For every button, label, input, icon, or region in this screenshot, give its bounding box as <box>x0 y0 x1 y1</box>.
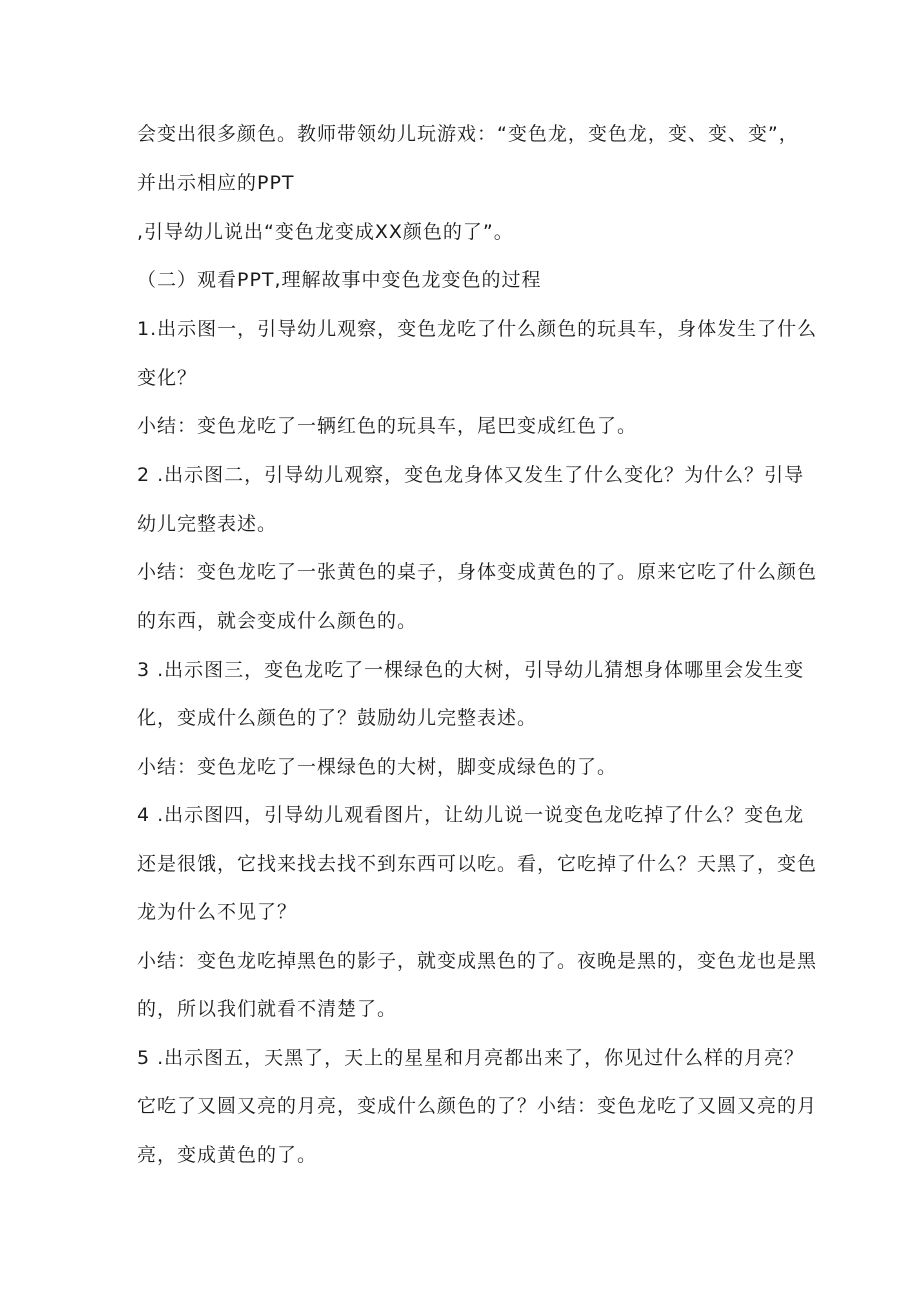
text-line-22: 亮，变成黄色的了。 <box>137 1144 318 1166</box>
text-line-2: 并出示相应的PPT <box>137 172 295 194</box>
text-line-11: 的东西，就会变成什么颜色的。 <box>137 610 418 632</box>
text-line-15: 4 .出示图四，引导幼儿观看图片，让幼儿说一说变色龙吃掉了什么？变色龙 <box>137 804 805 826</box>
text-line-5: 1.出示图一，引导幼儿观察，变色龙吃了什么颜色的玩具车，身体发生了什么 <box>137 318 818 340</box>
text-line-21: 它吃了又圆又亮的月亮，变成什么颜色的了？小结：变色龙吃了又圆又亮的月 <box>137 1095 818 1117</box>
text-line-14: 小结：变色龙吃了一棵绿色的大树，脚变成绿色的了。 <box>137 756 618 778</box>
text-line-19: 的，所以我们就看不清楚了。 <box>137 998 398 1020</box>
text-line-10: 小结：变色龙吃了一张黄色的桌子，身体变成黄色的了。原来它吃了什么颜色 <box>137 561 818 583</box>
text-line-8: 2 .出示图二，引导幼儿观察，变色龙身体又发生了什么变化？为什么？引导 <box>137 464 805 486</box>
text-line-6: 变化？ <box>137 367 198 389</box>
text-line-7: 小结：变色龙吃了一辆红色的玩具车，尾巴变成红色了。 <box>137 415 638 437</box>
text-line-3: ,引导幼儿说出“变色龙变成XX颜色的了”。 <box>137 221 514 243</box>
text-line-9: 幼儿完整表述。 <box>137 513 278 535</box>
text-line-1: 会变出很多颜色。教师带领幼儿玩游戏：“变色龙，变色龙，变、变、变”， <box>137 123 799 145</box>
text-line-17: 龙为什么不见了？ <box>137 901 298 923</box>
text-line-16: 还是很饿，它找来找去找不到东西可以吃。看，它吃掉了什么？天黑了，变色 <box>137 853 818 875</box>
text-line-12: 3 .出示图三，变色龙吃了一棵绿色的大树，引导幼儿猜想身体哪里会发生变 <box>137 659 805 681</box>
section-heading: （二）观看PPT,理解故事中变色龙变色的过程 <box>137 269 542 291</box>
text-line-20: 5 .出示图五，天黑了，天上的星星和月亮都出来了，你见过什么样的月亮？ <box>137 1047 805 1069</box>
text-line-18: 小结：变色龙吃掉黑色的影子，就变成黑色的了。夜晚是黑的，变色龙也是黑 <box>137 950 818 972</box>
text-line-13: 化，变成什么颜色的了？鼓励幼儿完整表述。 <box>137 707 538 729</box>
